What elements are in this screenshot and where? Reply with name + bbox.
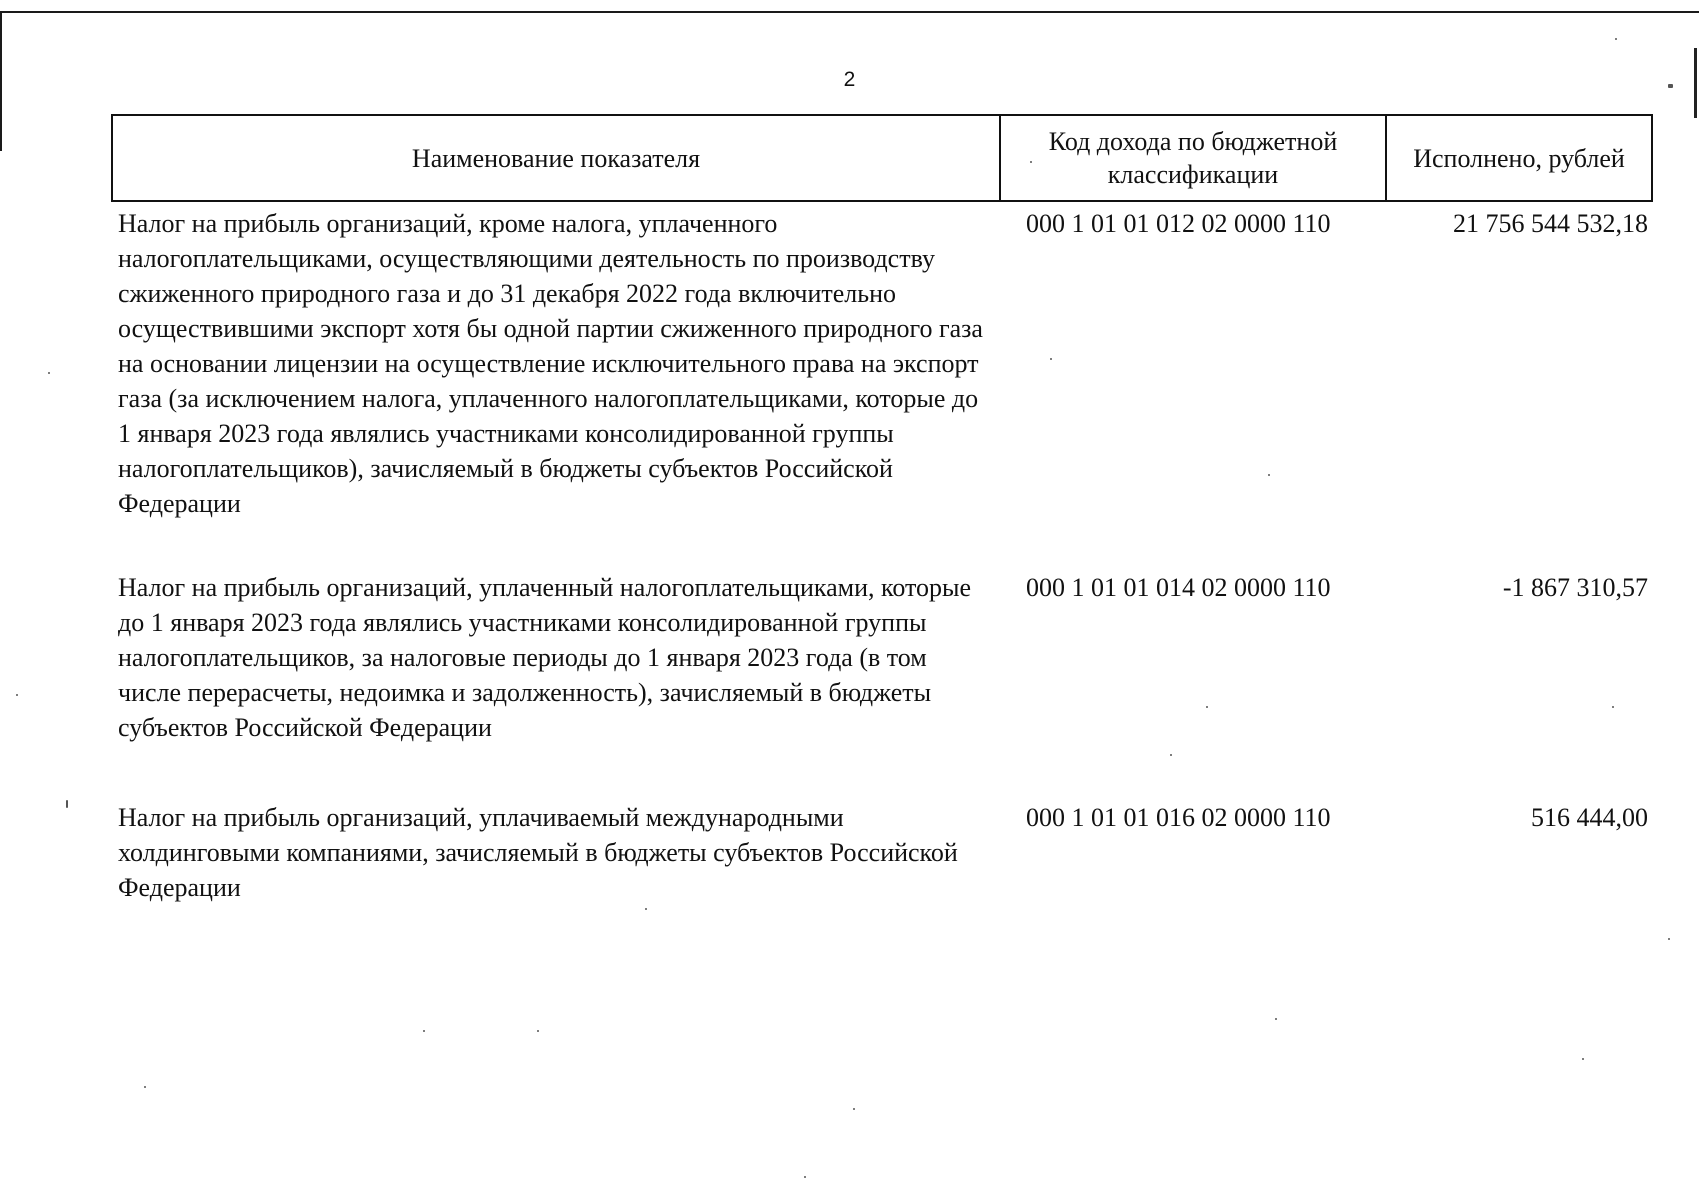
scan-speck xyxy=(1582,1058,1584,1060)
scan-speck xyxy=(1615,38,1617,40)
scan-speck xyxy=(48,372,50,374)
executed-amount: 516 444,00 xyxy=(1531,803,1648,832)
scan-speck xyxy=(66,800,68,808)
column-header-name: Наименование показателя xyxy=(112,115,1000,201)
budget-code: 000 1 01 01 012 02 0000 110 xyxy=(1026,209,1331,238)
table-row xyxy=(112,796,1652,910)
scan-speck xyxy=(1275,1018,1277,1020)
scan-speck xyxy=(423,1030,425,1032)
executed-amount: -1 867 310,57 xyxy=(1502,573,1648,602)
revenue-table xyxy=(111,114,1653,910)
scan-edge-mark xyxy=(1694,96,1697,118)
budget-code: 000 1 01 01 016 02 0000 110 xyxy=(1026,803,1331,832)
scan-speck xyxy=(537,1030,539,1032)
scan-speck xyxy=(853,1108,855,1110)
scan-speck xyxy=(16,694,18,696)
table-row xyxy=(112,566,1652,796)
scan-border-top xyxy=(0,11,1699,13)
budget-code: 000 1 01 01 014 02 0000 110 xyxy=(1026,573,1331,602)
scan-speck xyxy=(804,1176,806,1178)
table-header-row xyxy=(112,115,1652,201)
column-header-code: Код дохода по бюджетной классификации xyxy=(1000,115,1386,201)
table-row xyxy=(112,201,1652,566)
indicator-name: Налог на прибыль организаций, уплачиваемый международными холдинговыми компаниями, зачисляемый в бюджеты субъектов Российской Федерации xyxy=(118,803,958,902)
indicator-name: Налог на прибыль организаций, кроме налога, уплаченного налогоплательщиками, осуществляющими деятельность по производству сжиженного природного газа и до 31 декабря 2022 года включительно осуществившими экспорт хотя бы одной партии сжиженного природного газа на основании лицензии на осуществление исключительного права на экспорт газа (за исключением налога, уплаченного налогоплательщиками, которые до 1 января 2023 года являлись участниками консолидированной группы налогоплательщиков), зачисляемый в бюджеты субъектов Российской Федерации xyxy=(118,209,983,518)
executed-amount: 21 756 544 532,18 xyxy=(1453,209,1648,238)
scan-speck xyxy=(1668,938,1670,940)
page-number: 2 xyxy=(843,68,856,91)
scan-speck xyxy=(144,1086,146,1088)
indicator-name: Налог на прибыль организаций, уплаченный налогоплательщиками, которые до 1 января 2023 года являлись участниками консолидированной группы налогоплательщиков, за налоговые периоды до 1 января 2023 года (в том числе перерасчеты, недоимка и задолженность), зачисляемый в бюджеты субъектов Российской Федерации xyxy=(118,573,972,742)
column-header-value: Исполнено, рублей xyxy=(1386,115,1652,201)
